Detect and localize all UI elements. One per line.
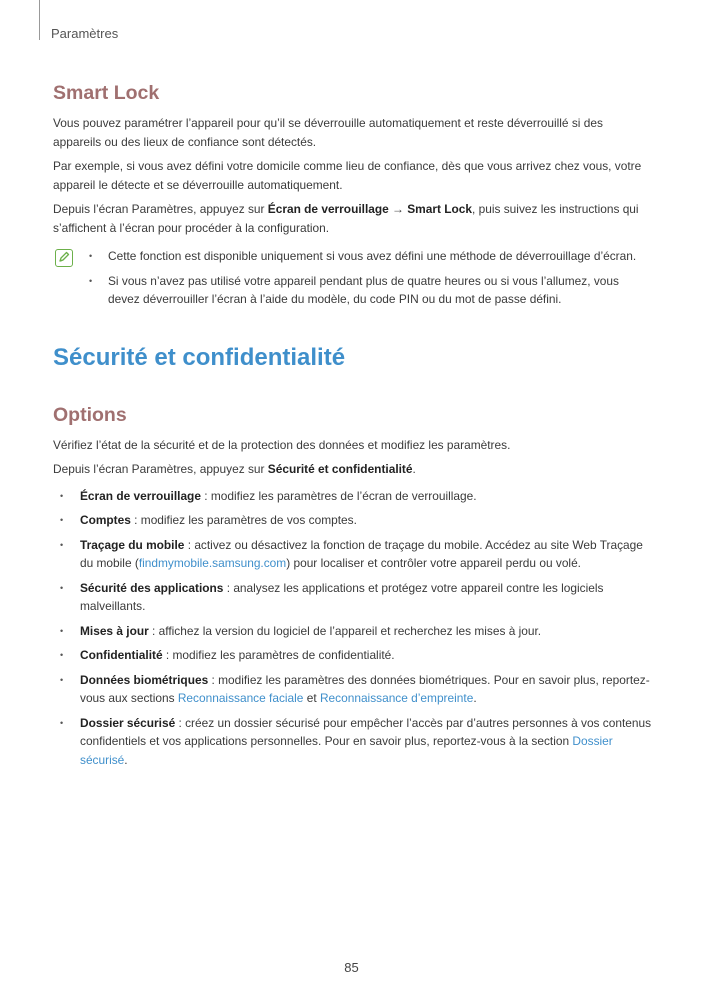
option-text: ) pour localiser et contrôler votre appareil perdu ou volé.	[286, 556, 581, 570]
option-term: Sécurité des applications	[80, 580, 224, 595]
fingerprint-recognition-link[interactable]: Reconnaissance d’empreinte	[319, 691, 474, 705]
menu-path-smart-lock: Smart Lock	[407, 202, 473, 216]
option-text: : modifiez les paramètres de vos comptes.	[130, 513, 357, 527]
option-term: Données biométriques	[80, 672, 209, 687]
option-text: : activez ou désactivez la fonction de traçage du mobile. Accédez au site Web Traçage du mobile (	[80, 537, 643, 570]
options-heading: Options	[53, 403, 127, 426]
option-term: Mises à jour	[80, 623, 149, 638]
menu-path-security: Sécurité et confidentialité	[267, 462, 413, 476]
option-privacy	[53, 646, 653, 665]
header-rule	[39, 0, 40, 40]
option-text: .	[473, 691, 477, 705]
page-number: 85	[344, 960, 359, 975]
options-intro-2	[53, 460, 653, 479]
option-term: Traçage du mobile	[80, 537, 185, 552]
option-lock-screen	[53, 487, 653, 506]
page-content	[53, 82, 653, 775]
smart-lock-paragraph-2: Par exemple, si vous avez défini votre domicile comme lieu de confiance, dès que vous arrivez chez vous, votre appareil le détecte et se déverrouille automatiquement.	[53, 159, 642, 192]
option-text: : analysez les applications et protégez votre appareil contre les logiciels malveillants.	[80, 580, 604, 613]
option-find-my-mobile	[53, 536, 653, 573]
option-term: Dossier sécurisé	[80, 715, 176, 730]
note-item: • Si vous n’avez pas utilisé votre appareil pendant plus de quatre heures ou si vous l’allumez, vous devez déverrouiller l’écran à l’aide du modèle, du code PIN ou du mot de passe défini.	[89, 272, 653, 309]
findmymobile-link[interactable]: findmymobile.samsung.com	[138, 556, 287, 570]
text-segment: Depuis l’écran Paramètres, appuyez sur	[53, 462, 268, 476]
face-recognition-link[interactable]: Reconnaissance faciale	[177, 691, 304, 705]
option-secure-folder	[53, 714, 653, 770]
arrow-separator: →	[388, 202, 408, 216]
options-list	[53, 487, 653, 770]
note-item: • Cette fonction est disponible uniquement si vous avez défini une méthode de déverrouillage d’écran.	[89, 247, 653, 266]
smart-lock-paragraph-3	[53, 200, 653, 237]
option-text: .	[124, 752, 128, 767]
note-pencil-icon	[55, 249, 73, 267]
option-text: : affichez la version du logiciel de l’appareil et recherchez les mises à jour.	[148, 623, 542, 638]
option-accounts	[53, 511, 653, 530]
smart-lock-paragraph-1: Vous pouvez paramétrer l’appareil pour qu’il se déverrouille automatiquement et reste déverrouillé si des appareils ou des lieux de confiance sont détectés.	[53, 116, 603, 149]
option-biometrics	[53, 671, 653, 708]
option-term: Comptes	[80, 513, 131, 527]
option-text: : créez un dossier sécurisé pour empêcher l’accès par d’autres personnes à vos contenus confidentiels et vos applications personnelles. Pour en savoir plus, reportez-vous à la section	[80, 715, 652, 748]
option-updates	[53, 622, 653, 641]
note-block	[53, 247, 653, 309]
header-title: Paramètres	[51, 26, 119, 41]
text-segment: .	[412, 462, 416, 476]
option-term: Écran de verrouillage	[80, 488, 201, 503]
menu-path-lock-screen: Écran de verrouillage	[267, 202, 389, 216]
options-intro-1: Vérifiez l’état de la sécurité et de la protection des données et modifiez les paramètres.	[53, 437, 511, 452]
option-text: : modifiez les paramètres des données biométriques. Pour en savoir plus, reportez-vous aux sections	[80, 672, 650, 705]
option-app-security	[53, 579, 653, 616]
security-privacy-heading: Sécurité et confidentialité	[53, 343, 346, 371]
option-text: : modifiez les paramètres de l’écran de verrouillage.	[200, 488, 477, 503]
smart-lock-heading: Smart Lock	[53, 82, 160, 104]
secure-folder-link[interactable]: Dossier sécurisé	[80, 734, 613, 767]
option-text: : modifiez les paramètres de confidentialité.	[162, 648, 395, 662]
note-list	[53, 247, 653, 309]
text-segment: , puis suivez les instructions qui s’affichent à l’écran pour procéder à la configuration.	[53, 202, 639, 235]
option-term: Confidentialité	[80, 648, 163, 662]
text-segment: Depuis l’écran Paramètres, appuyez sur	[53, 202, 268, 216]
option-text: et	[303, 691, 320, 705]
